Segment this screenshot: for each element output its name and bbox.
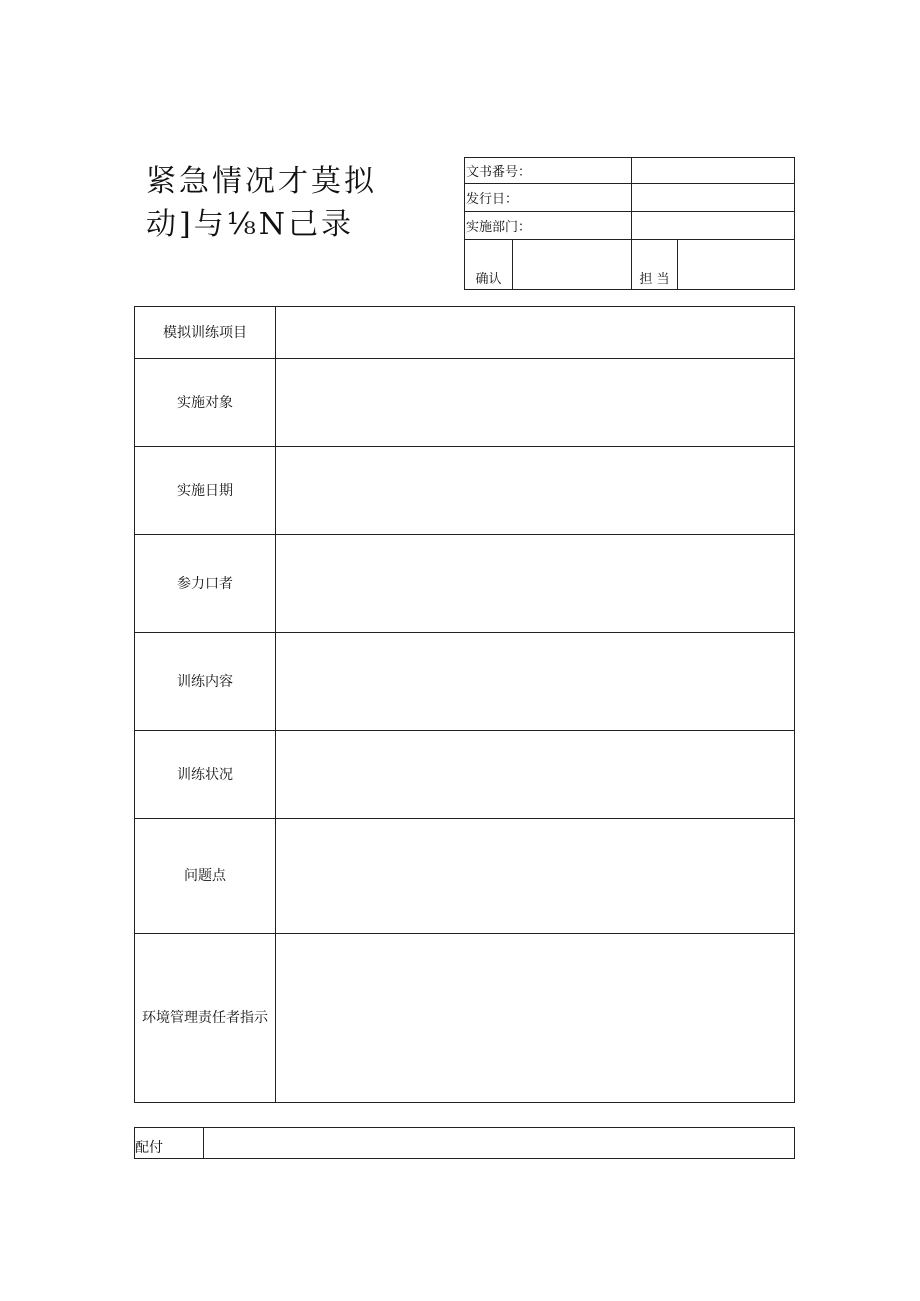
row-label: 实施对象 [135,359,276,447]
confirm-label: 确认 [465,240,513,290]
owner-label: 担 当 [632,240,678,290]
dept-label: 实施部门： [465,212,632,240]
form-row [135,633,795,731]
row-field[interactable] [276,359,795,447]
form-row [135,819,795,934]
issue-date-field[interactable] [632,184,795,212]
row-field[interactable] [276,819,795,934]
title-line-1: 紧急情况才莫拟 [146,164,377,199]
row-label: 训练状况 [135,731,276,819]
issue-date-label: 发行日： [465,184,632,212]
row-label: 模拟训练项目 [135,307,276,359]
row-label: 训练内容 [135,633,276,731]
row-label: 问题点 [135,819,276,934]
doc-no-label: 文书番号： [465,158,632,184]
owner-signature-field[interactable] [678,240,795,290]
row-label: 实施日期 [135,447,276,535]
row-field[interactable] [276,934,795,1103]
attachment-table [134,1127,795,1159]
form-row [135,731,795,819]
row-field[interactable] [276,731,795,819]
row-field[interactable] [276,447,795,535]
row-field[interactable] [276,307,795,359]
doc-no-field[interactable] [632,158,795,184]
title-line-2: 动]与⅛N己录 [146,207,355,242]
row-field[interactable] [276,633,795,731]
confirm-signature-field[interactable] [513,240,632,290]
attachment-label: 配付 [135,1128,204,1159]
row-field[interactable] [276,535,795,633]
form-row [135,307,795,359]
form-row [135,535,795,633]
row-label: 环境管理责任者指示 [135,934,276,1103]
form-row [135,934,795,1103]
form-row [135,359,795,447]
attachment-field[interactable] [204,1128,795,1159]
document-meta-table [464,157,795,290]
drill-record-table [134,306,795,1103]
form-row [135,447,795,535]
dept-field[interactable] [632,212,795,240]
document-title [146,160,416,246]
row-label: 参力口者 [135,535,276,633]
